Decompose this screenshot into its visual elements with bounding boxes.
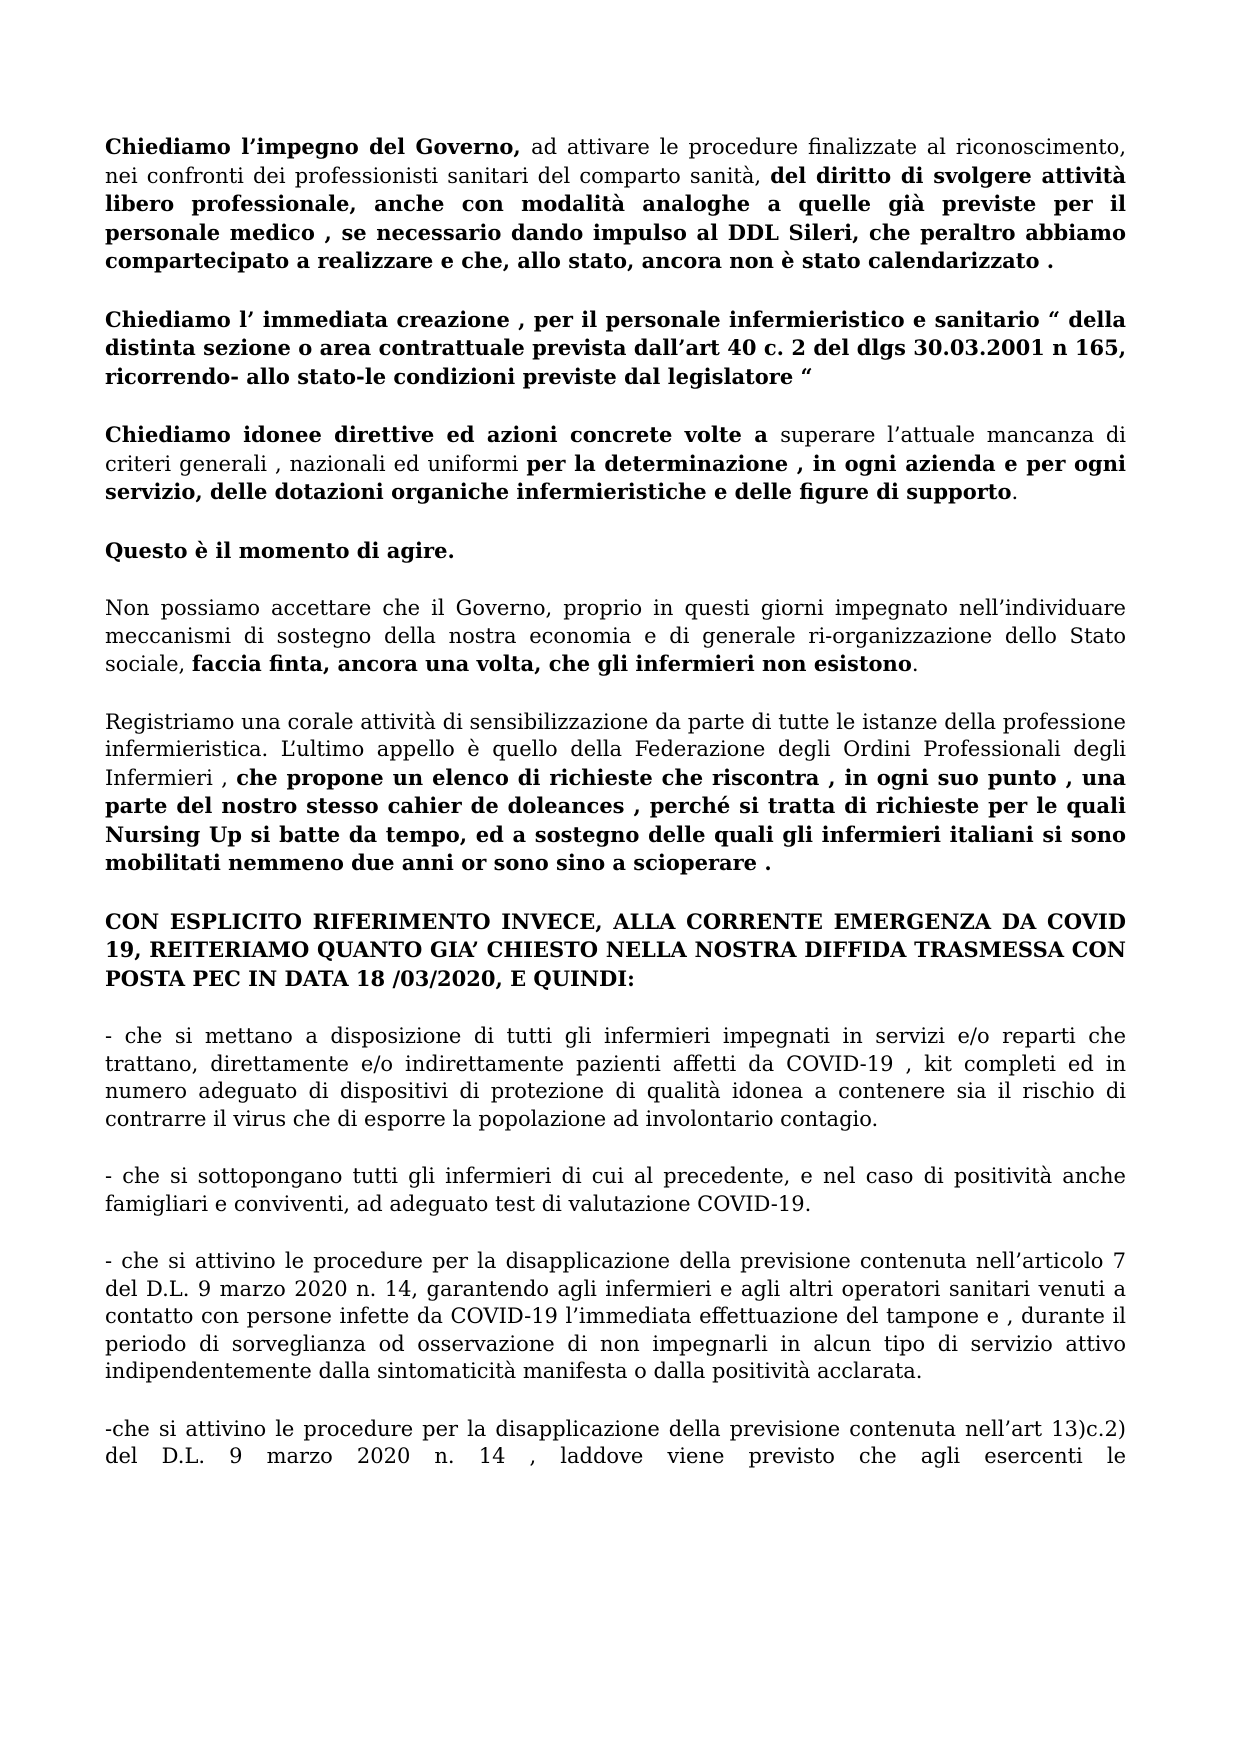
text-run: Chiediamo l’impegno del Governo,: [105, 134, 532, 159]
text-run: -che si attivino le procedure per la disapplicazione della previsione contenuta nell’art 13)c.2) del D.L. 9 marzo 2020 n. 14 , laddove viene previsto che agli esercenti le: [105, 1416, 1126, 1468]
text-run: ad attivare le procedure finalizzate al riconoscimento, nei confronti dei professionisti sanitari del comparto sanità,: [105, 135, 1126, 188]
paragraph-2: [105, 306, 1126, 392]
paragraph-9: [105, 1163, 1126, 1218]
paragraph-3: [105, 421, 1126, 507]
text-run: Registriamo una corale attività di sensibilizzazione da parte di tutte le istanze della professione infermieristica. L’ultimo appello è quello della Federazione degli Ordini Professionali degli Infermieri ,: [105, 709, 1126, 790]
paragraph-10: [105, 1248, 1126, 1386]
text-run: per la determinazione , in ogni azienda e per ogni servizio, delle dotazioni organiche infermieristiche e delle figure di supporto: [105, 450, 1126, 504]
text-run: - che si attivino le procedure per la disapplicazione della previsione contenuta nell’articolo 7 del D.L. 9 marzo 2020 n. 14, garantendo agli infermieri e agli altri operatori sanitari venuti a contatto con persone infette da COVID-19 l’immediata effettuazione del tampone e , durante il periodo di sorveglianza od osservazione di non impegnarli in alcun tipo di servizio attivo indipendentemente dalla sintomaticità manifesta o dalla positività acclarata.: [105, 1249, 1126, 1383]
paragraph-6: [105, 709, 1126, 878]
text-run: Chiediamo idonee direttive ed azioni concrete volte a: [105, 422, 781, 447]
paragraph-5: [105, 595, 1126, 679]
paragraph-4: [105, 537, 1126, 566]
text-run: .: [911, 652, 919, 676]
text-run: Non possiamo accettare che il Governo, proprio in questi giorni impegnato nell’individuare meccanismi di sostegno della nostra economia e di generale ri-organizzazione dello Stato sociale,: [105, 596, 1126, 676]
paragraph-8: [105, 1023, 1126, 1133]
paragraph-11: [105, 1416, 1126, 1471]
text-run: del diritto di svolgere attività libero professionale, anche con modalità analoghe a quelle già previste per il personale medico , se necessario dando impulso al DDL Sileri, che peraltro abbiamo compartecipato a realizzare e che, allo stato, ancora non è stato calendarizzato .: [105, 162, 1126, 273]
text-run: CON ESPLICITO RIFERIMENTO INVECE, ALLA CORRENTE EMERGENZA DA COVID 19, REITERIAMO QUANTO GIA’ CHIESTO NELLA NOSTRA DIFFIDA TRASMESSA CON POSTA PEC IN DATA 18 /03/2020, E QUINDI:: [105, 908, 1126, 991]
text-run: Questo è il momento di agire.: [105, 537, 455, 563]
document-body: [105, 133, 1126, 1501]
text-run: superare l’attuale mancanza di criteri generali , nazionali ed uniformi: [105, 423, 1126, 476]
text-run: che propone un elenco di richieste che riscontra , in ogni suo punto , una parte del nostro stesso cahier de doleances , perché si tratta di richieste per le quali Nursing Up si batte da tempo, ed a sostegno delle quali gli infermieri italiani si sono mobilitati nemmeno due anni or sono sino a scioperare .: [105, 764, 1126, 875]
text-run: - che si mettano a disposizione di tutti gli infermieri impegnati in servizi e/o reparti che trattano, direttamente e/o indirettamente pazienti affetti da COVID-19 , kit completi ed in numero adeguato di dispositivi di protezione di qualità idonea a contenere sia il rischio di contrarre il virus che di esporre la popolazione ad involontario contagio.: [105, 1024, 1126, 1131]
paragraph-1: [105, 133, 1126, 276]
text-run: - che si sottopongano tutti gli infermieri di cui al precedente, e nel caso di positività anche famigliari e conviventi, ad adeguato test di valutazione COVID-19.: [105, 1164, 1126, 1216]
text-run: Chiediamo l’ immediata creazione , per il personale infermieristico e sanitario “ della distinta sezione o area contrattuale prevista dall’art 40 c. 2 del dlgs 30.03.2001 n 165, ricorrendo- allo stato-le condizioni previste dal legislatore “: [105, 306, 1126, 389]
paragraph-7: [105, 908, 1126, 994]
text-run: .: [1011, 480, 1019, 504]
text-run: faccia finta, ancora una volta, che gli infermieri non esistono: [191, 651, 912, 676]
